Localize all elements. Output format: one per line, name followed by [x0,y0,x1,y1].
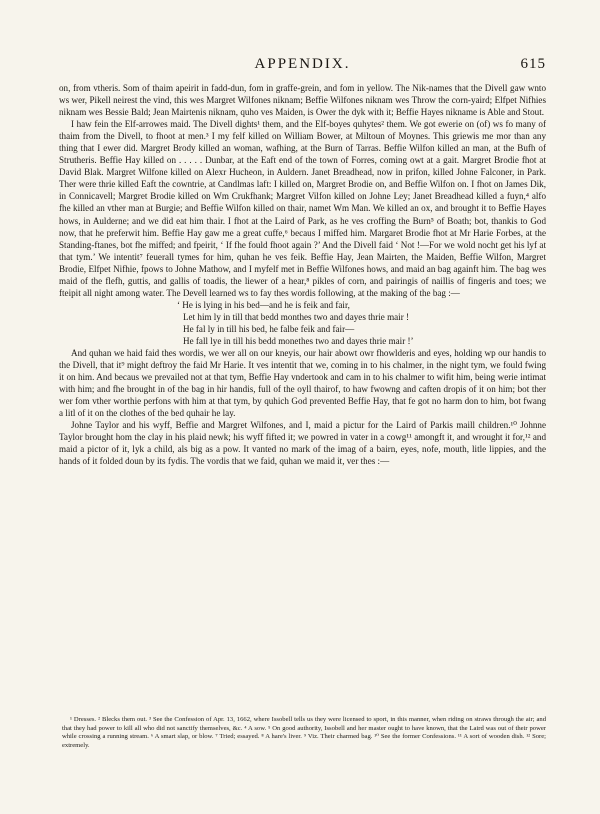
paragraph: Johne Taylor and his wyff, Beffie and Margret Wilfones, and I, maid a pictur for the Laird of Parkis maill children.¹⁰ Johnne Taylor brought hom the clay in his plaid newk; his wyff fifted it; we powred in vater in a cowg¹¹ amongft it, and wrought it for,¹² and maid a pictor of it, lyk a child, als big as a pow. It vanted no mark of the imag of a bairn, eyes, nofe, mouth, litle lippies, and the hands of it folded doun by its fydis. The vordis that we faid, quhan we maid it, ver thes :— [59,420,546,467]
verse-line: He fall lye in till his bedd monethes two and dayes thrie mair !’ [183,335,414,346]
main-text [59,82,546,468]
footnote-block: ¹ Dresses. ² Blecks them out. ³ See the Confession of Apr. 13, 1662, where Issobell tells us they were licensed to sport, in this manner, when riding on straws through the air; and that they had power to kill all who did not sanctify themselves, &c. ⁴ A sow. ⁵ On good authority, Issobell and her master ought to have known, that the Laird was out of their power while crossing a running stream. ⁶ A smart slap, or blow. ⁷ Tried; essayed. ⁸ A hare's liver. ⁹ Viz. Their charmed bag. ¹⁰ See the former Confessions. ¹¹ A sort of wooden dish. ¹² Sore; extremely. [62,716,546,749]
footnotes [62,716,546,750]
verse-line: He fal ly in till his bed, he falbe feik and fair— [183,323,355,334]
page-number: 615 [520,56,546,72]
paragraph: on, from vtheris. Som of thaim apeirit in fadd-dun, fom in graffe-grein, and fom in yellow. The Nik-names that the Divell gaw wnto ws wer, Pikell neirest the vind, this wes Margret Wilfones niknam; Beffie Wilfones niknam wes Throw the corn-yaird; Elfpet Nifhies niknam wes Bessie Bald; Jean Mairtenis niknam, quho ves Maiden, is Ower the dyk with it; Beffie Hayes nikname is Able and Stout. [59,83,546,118]
charm-verse [177,299,546,347]
paragraph: I haw fein the Elf-arrowes maid. The Divell dights¹ them, and the Elf-boyes quhytes² them. We got ewerie on (of) ws fo many of thaim from the Divell, to fhoot at men.³ I my felf killed on William Bower, at Miltoun of Moynes. This griewis me mor than any thing that I ewer did. Margret Brody killed an woman, wafhing, at the Burn of Tarras. Beffie Wilfon killed an man, at the Bufh of Strutheris. Beffie Hay killed on . . . . . Dunbar, at the Eaft end of the town of Forres, coming owt at a gait. Margret Brodie fhot at David Blak. Margret Wilfone killed on Alexr Hucheon, in Auldern. Janet Breadhead, now in prifon, killed Johne Falconer, in Park. Ther were thrie killed Eaft the cowntrie, at Candlmas laft: I killed on, Margret Brodie on, and Beffie Wilfon on. I fhot on James Dik, in Connicavell; Margret Brodie killed on Wm Crukfhank; Margret Vilfon killed on Johne Ley; Janet Breadhead killed a fuyn,⁴ alfo fhe killed an vther man at Burgie; and Beffie Wilfon killed on thair, namet Wm Man. We killed an ox, and brought it to Beffie Hayes hows, in Aulderne; and we did eat him thair. I fhot at the Laird of Park, as he ves croffing the Burn⁵ of Boath; bot, thankis to God now, that he preferwit him. Beffie Hay gaw me a great cuffe,⁶ becaus I miffed him. Margaret Brodie fhot at Mr Harie Forbes, at the Standing-ftanes, bot fhe miffed; and fpeirit, ‘ If fhe fould fhoot again ?’ And the Divell faid ‘ Not !—For we wold nocht get his lyf at that tym.’ We intentit⁷ feuerall tymes for him, quhan he ves feik. Beffie Hay, Jean Mairten, the Maiden, Beffie Wilfon, Margret Brodie, Elfpet Nifhie, fpows to Johne Mathow, and I myfelf met in Beffie Wilfones hows, and maid an bag againft him. The bag wes maid of the flefh, guttis, and gallis of toadis, the liewer of a hear,⁸ pikles of corn, and pairingis of naillis of fingeris and toes; we fteipit all night among water. The Devell learned ws to fay thes wordis following, at the making of the bag :— [59,119,546,298]
verse-line: ‘ He is lying in his bed—and he is feik and fair, [177,299,350,310]
verse-line: Let him ly in till that bedd monthes two and dayes thrie mair ! [183,311,410,322]
running-header [59,56,546,78]
running-title: APPENDIX. [254,56,351,72]
paragraph: And quhan we haid faid thes wordis, we wer all on our kneyis, our hair abowt owr fhowlderis and eyes, holding wp our handis to the Divell, that it⁹ might deftroy the faid Mr Harie. It ves intentit that we, coming in to his chalmer, in the night tym, we fould fwing it on him. And becaus we prevailed not at that tym, Beffie Hay vndertook and cam in to his chalmer to wifit him, being werie intimat with him; and fhe brought in of the bag in hir handis, full of the oyll thairof, to haw fwowng and caften dropis of it on him; bot ther wer fom vther worthie perfons with him at that tym, by quhich God prevented Beffie Hay, that fe got no harm don to him, bot fwang a litl of it on the clothes of the bed quhair he lay. [59,348,546,419]
